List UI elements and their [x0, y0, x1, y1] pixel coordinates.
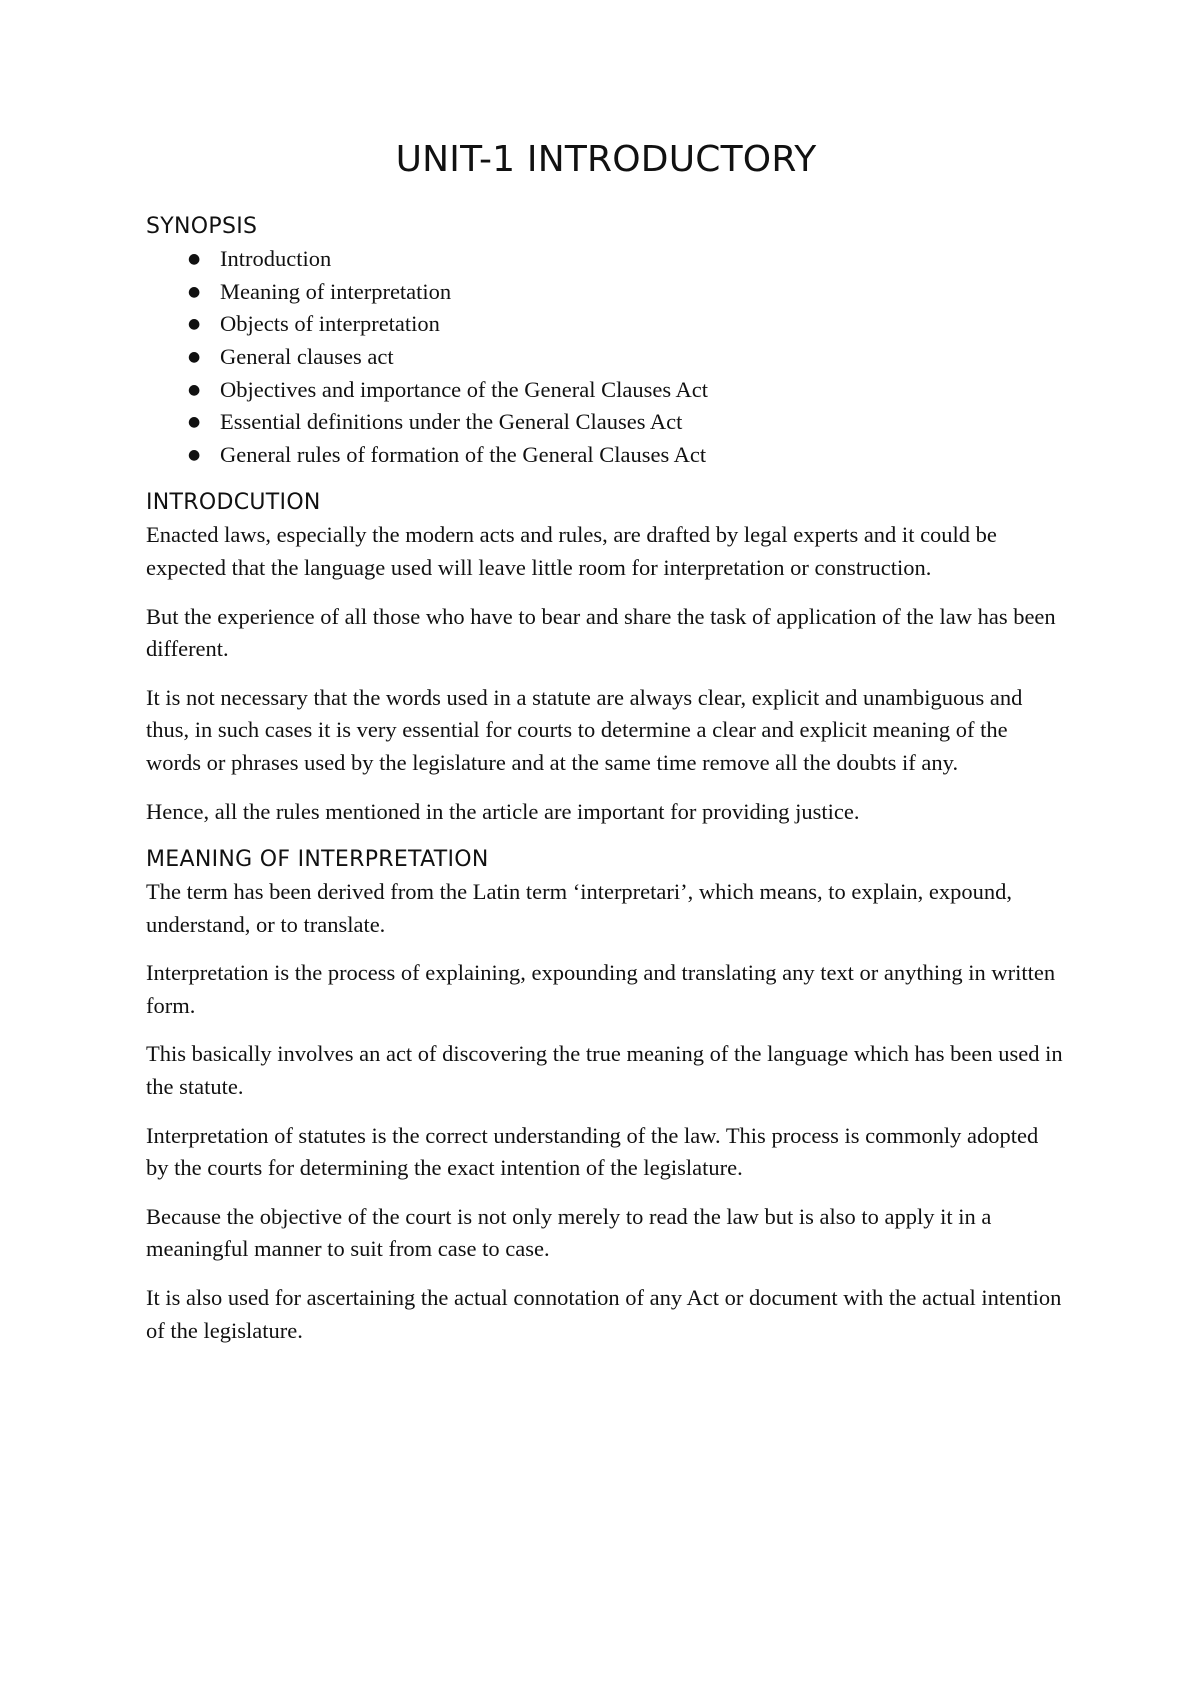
list-item — [188, 374, 1066, 407]
list-item — [188, 276, 1066, 309]
list-item — [188, 308, 1066, 341]
paragraph: Hence, all the rules mentioned in the article are important for providing justice. — [146, 798, 860, 824]
list-item-text: Meaning of interpretation — [220, 278, 452, 304]
bullet-icon: ● — [188, 414, 201, 431]
synopsis-section — [146, 211, 1066, 471]
list-item-text: Objects of interpretation — [220, 311, 440, 337]
list-item-text: Introduction — [220, 246, 332, 272]
list-item — [188, 406, 1066, 439]
introduction-heading: INTRODCUTION — [146, 490, 321, 516]
introduction-section — [146, 487, 1066, 828]
bullet-icon: ● — [188, 446, 201, 463]
list-item — [188, 439, 1066, 472]
paragraph: It is also used for ascertaining the actual connotation of any Act or document with the actual intention of the legislature. — [146, 1285, 1062, 1343]
bullet-icon: ● — [188, 381, 201, 398]
list-item-text: General rules of formation of the General Clauses Act — [220, 441, 707, 467]
list-item-text: Objectives and importance of the General Clauses Act — [220, 376, 708, 402]
bullet-icon: ● — [188, 316, 201, 333]
document-title: UNIT-1 INTRODUCTORY — [395, 139, 817, 180]
paragraph: But the experience of all those who have to bear and share the task of application of the law has been different. — [146, 603, 1056, 662]
paragraph: Interpretation is the process of explaining, expounding and translating any text or anything in written form. — [146, 960, 1056, 1018]
paragraph: Because the objective of the court is not only merely to read the law but is also to apply it in a meaningful manner to suit from case to case. — [146, 1203, 992, 1262]
meaning-section — [146, 844, 1066, 1347]
synopsis-heading: SYNOPSIS — [146, 214, 258, 240]
list-item-text: Essential definitions under the General Clauses Act — [220, 409, 683, 435]
document-page — [146, 138, 1066, 1363]
bullet-icon: ● — [188, 251, 201, 268]
meaning-heading: MEANING OF INTERPRETATION — [146, 847, 489, 873]
paragraph: It is not necessary that the words used in a statute are always clear, explicit and unambiguous and thus, in such cases it is very essential for courts to determine a clear and explicit meaning of the words or phrases used by the legislature and at the same time remove all the doubts if any. — [146, 684, 1023, 775]
list-item — [188, 341, 1066, 374]
synopsis-list — [146, 243, 1066, 471]
list-item-text: General clauses act — [220, 343, 394, 369]
bullet-icon: ● — [188, 283, 201, 300]
paragraph: This basically involves an act of discovering the true meaning of the language which has been used in the statute. — [146, 1041, 1063, 1100]
paragraph: Enacted laws, especially the modern acts and rules, are drafted by legal experts and it could be expected that the language used will leave little room for interpretation or construction. — [146, 522, 997, 580]
paragraph: The term has been derived from the Latin term ‘interpretari’, which means, to explain, expound, understand, or to translate. — [146, 879, 1012, 937]
bullet-icon: ● — [188, 348, 201, 365]
paragraph: Interpretation of statutes is the correct understanding of the law. This process is commonly adopted by the courts for determining the exact intention of the legislature. — [146, 1122, 1039, 1181]
list-item — [188, 243, 1066, 276]
